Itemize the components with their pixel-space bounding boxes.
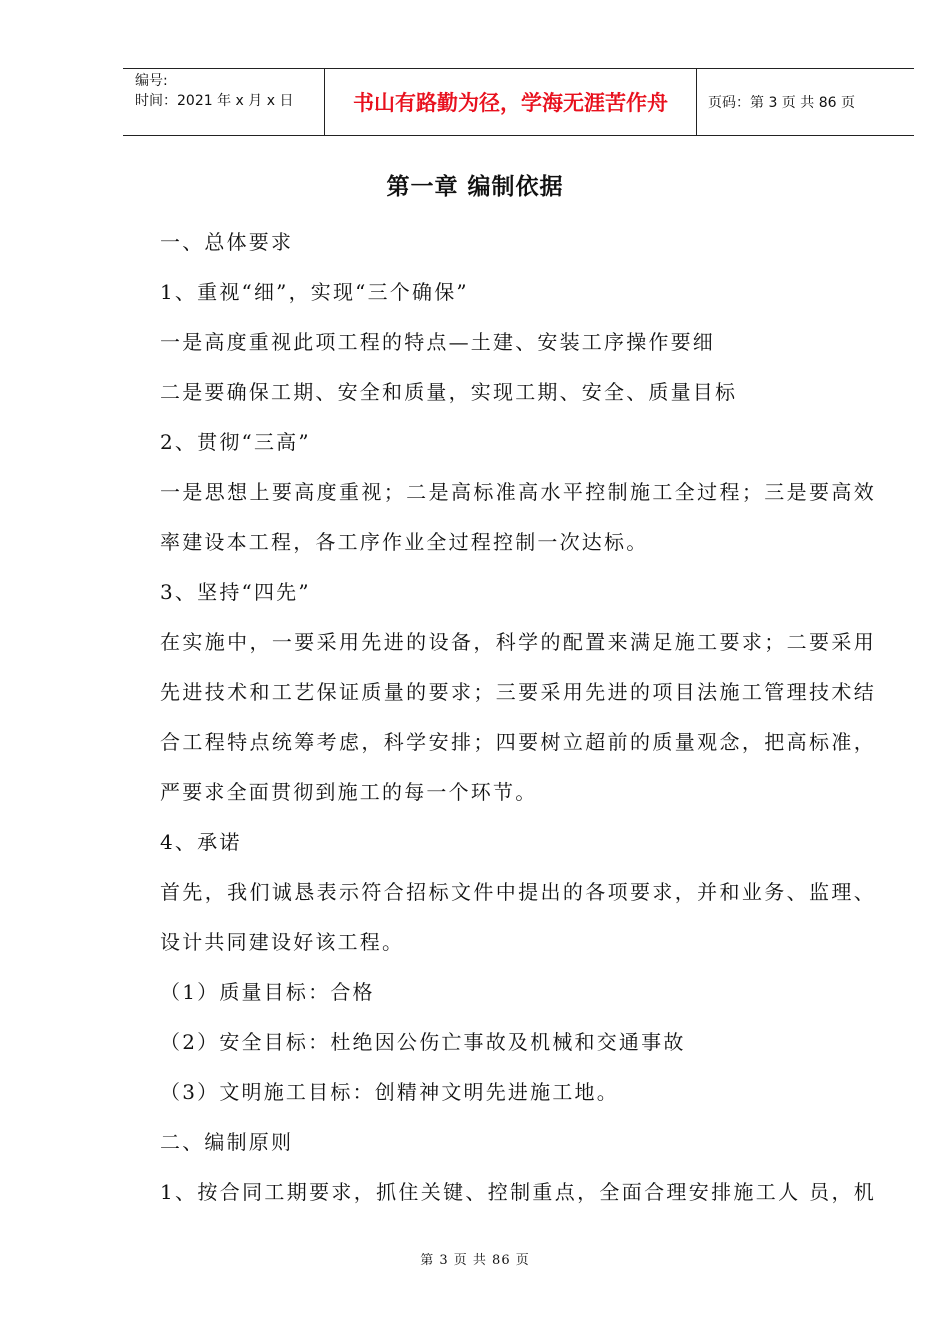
paragraph-line: 合工程特点统筹考虑，科学安排；四要树立超前的质量观念，把高标准， [160,730,876,754]
paragraph-line: 设计共同建设好该工程。 [160,930,405,954]
header-meta [123,69,324,135]
paragraph-line: 先进技术和工艺保证质量的要求；三要采用先进的项目法施工管理技术结 [160,680,876,704]
document-body [160,217,876,1217]
section-heading: 一、总体要求 [160,230,294,254]
paragraph-line: 首先，我们诚恳表示符合招标文件中提出的各项要求，并和业务、监理、 [160,880,876,904]
chapter-title: 第一章 编制依据 [386,174,564,200]
paragraph-line: 二是要确保工期、安全和质量，实现工期、安全、质量目标 [160,380,738,404]
subheading: 3、坚持“四先” [160,580,311,604]
subheading: 1、重视“细”，实现“三个确保” [160,280,469,304]
paragraph-line: 严要求全面贯彻到施工的每一个环节。 [160,780,538,804]
paragraph-line: 1、按合同工期要求，抓住关键、控制重点，全面合理安排施工人 员，机 [160,1180,876,1204]
subheading: 2、贯彻“三高” [160,430,311,454]
section-heading: 二、编制原则 [160,1130,294,1154]
goal-item: （1）质量目标：合格 [160,980,375,1004]
code-label: 编号: [135,73,168,89]
paragraph-line: 率建设本工程，各工序作业全过程控制一次达标。 [160,530,649,554]
header-page-info: 页码：第 3 页 共 86 页 [708,95,855,111]
paragraph-line: 在实施中，一要采用先进的设备，科学的配置来满足施工要求；二要采用 [160,630,876,654]
time-label: 时间：2021 年 x 月 x 日 [135,93,294,109]
page-header [123,68,914,136]
subheading: 4、承诺 [160,830,242,854]
paragraph-line: 一是思想上要高度重视；二是高标准高水平控制施工全过程；三是要高效 [160,480,876,504]
page-footer: 第 3 页 共 86 页 [420,1253,530,1268]
paragraph-line: 一是高度重视此项工程的特点—土建、安装工序操作要细 [160,330,715,354]
goal-item: （3）文明施工目标：创精神文明先进施工地。 [160,1080,619,1104]
goal-item: （2）安全目标：杜绝因公伤亡事故及机械和交通事故 [160,1030,686,1054]
header-motto: 书山有路勤为径，学海无涯苦作舟 [324,69,697,135]
